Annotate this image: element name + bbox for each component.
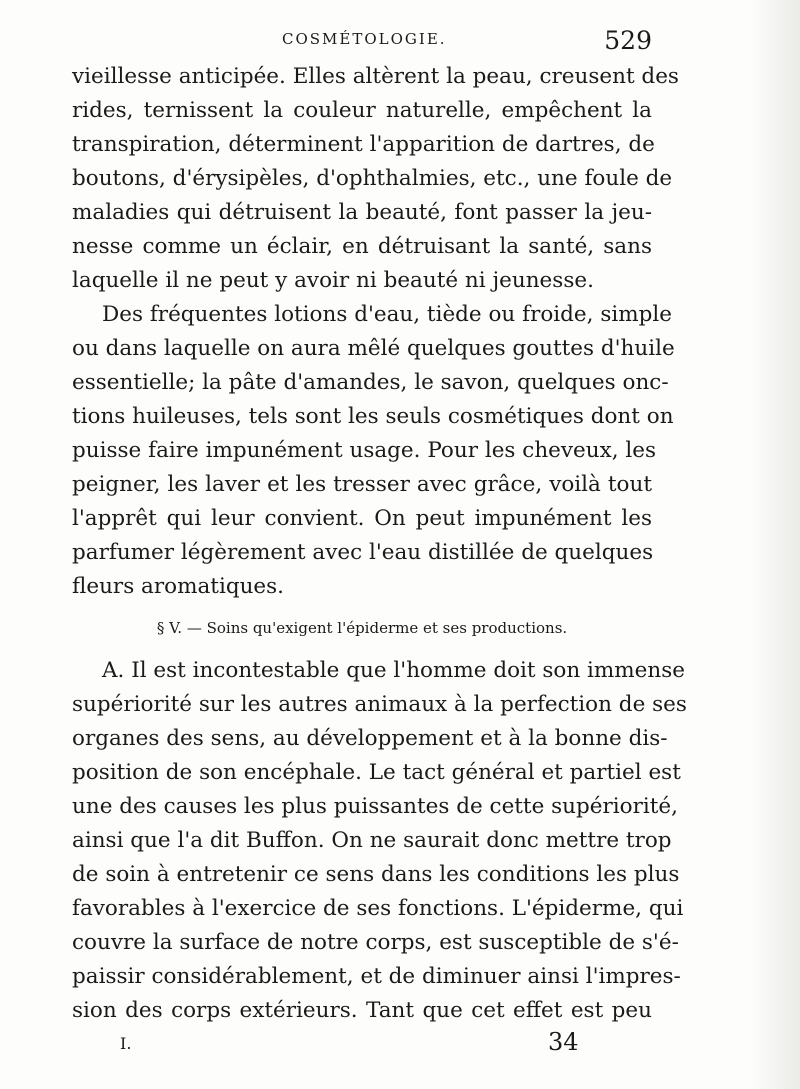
text-line: favorables à l'exercice de ses fonctions. L'épiderme, qui bbox=[72, 896, 684, 921]
text-line: essentielle; la pâte d'amandes, le savon, quelques onc- bbox=[72, 370, 669, 395]
text-line: couvre la surface de notre corps, est susceptible de s'é- bbox=[72, 930, 679, 955]
text-line: laquelle il ne peut y avoir ni beauté ni jeunesse. bbox=[72, 268, 594, 293]
text-line: position de son encéphale. Le tact général et partiel est bbox=[72, 760, 681, 785]
signature-mark: I. bbox=[120, 1034, 132, 1053]
text-line: ainsi que l'a dit Buffon. On ne saurait donc mettre trop bbox=[72, 828, 672, 853]
text-line: puisse faire impunément usage. Pour les cheveux, les bbox=[72, 438, 657, 463]
paragraph-1 bbox=[72, 60, 679, 298]
running-title: COSMÉTOLOGIE. bbox=[282, 30, 447, 48]
page-number: 529 bbox=[604, 26, 652, 55]
text-line: maladies qui détruisent la beauté, font passer la jeu- bbox=[72, 200, 652, 225]
text-line: sion des corps extérieurs. Tant que cet effet est peu bbox=[72, 998, 652, 1023]
section-heading: § V. — Soins qu'exigent l'épiderme et ses productions. bbox=[156, 619, 568, 637]
text-line: organes des sens, au développement et à la bonne dis- bbox=[72, 726, 668, 751]
text-line: supériorité sur les autres animaux à la perfection de ses bbox=[72, 692, 687, 717]
text-line: l'apprêt qui leur convient. On peut impunément les bbox=[72, 506, 652, 531]
text-line: paissir considérablement, et de diminuer ainsi l'impres- bbox=[72, 964, 681, 989]
folio-number: 34 bbox=[548, 1028, 579, 1056]
text-line: boutons, d'érysipèles, d'ophthalmies, etc., une foule de bbox=[72, 166, 673, 191]
text-line: nesse comme un éclair, en détruisant la santé, sans bbox=[72, 234, 652, 259]
text-line: vieillesse anticipée. Elles altèrent la peau, creusent des bbox=[72, 64, 679, 89]
page-footer bbox=[120, 1028, 660, 1068]
text-line: peigner, les laver et les tresser avec grâce, voilà tout bbox=[72, 472, 652, 497]
text-line: fleurs aromatiques. bbox=[72, 574, 285, 599]
text-line: rides, ternissent la couleur naturelle, empêchent la bbox=[72, 98, 652, 123]
text-line: ou dans laquelle on aura mêlé quelques gouttes d'huile bbox=[72, 336, 675, 361]
page-edge-shadow bbox=[750, 0, 800, 1089]
text-line: une des causes les plus puissantes de cette supériorité, bbox=[72, 794, 678, 819]
text-line: Des fréquentes lotions d'eau, tiède ou froide, simple bbox=[102, 302, 672, 327]
text-line: tions huileuses, tels sont les seuls cosmétiques dont on bbox=[72, 404, 674, 429]
text-line: transpiration, déterminent l'apparition de dartres, de bbox=[72, 132, 655, 157]
text-line: de soin à entretenir ce sens dans les conditions les plus bbox=[72, 862, 680, 887]
text-line: A. Il est incontestable que l'homme doit son immense bbox=[102, 658, 686, 683]
body-text bbox=[72, 60, 687, 1028]
paragraph-2 bbox=[72, 298, 675, 604]
paragraph-3 bbox=[72, 654, 687, 1028]
text-line: parfumer légèrement avec l'eau distillée de quelques bbox=[72, 540, 654, 565]
